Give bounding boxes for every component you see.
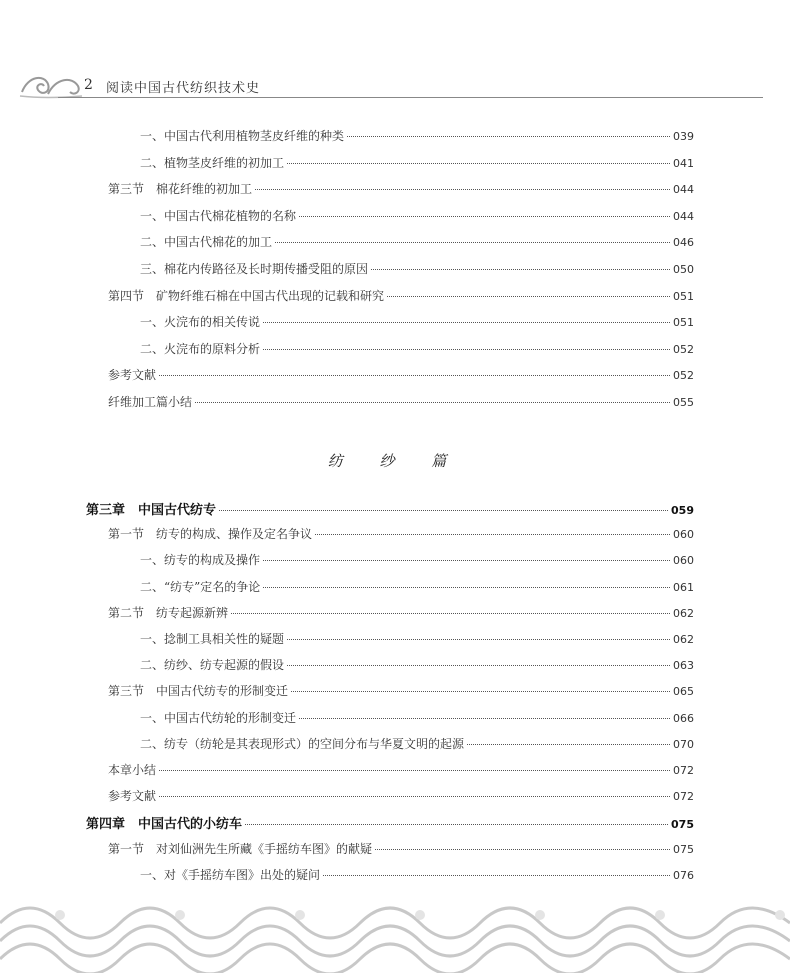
toc-entry-title: 第一节 纺专的构成、操作及定名争议 [108,527,313,542]
toc-entry-title: 一、纺专的构成及操作 [140,553,261,568]
toc-entry-title: 一、中国古代利用植物茎皮纤维的种类 [140,129,345,143]
dot-leader [263,587,670,588]
dot-leader [467,744,670,745]
toc-entry-item [140,735,694,753]
toc-entry-page: 051 [673,289,694,303]
toc-entry-page: 061 [673,580,694,594]
wave-pattern-icon [0,893,790,973]
toc-entry-page: 066 [673,711,694,725]
toc-entry-item [140,313,694,331]
toc-entry-page: 052 [673,342,694,356]
toc-entry-page: 052 [673,369,694,383]
toc-entry-title: 二、“纺专”定名的争论 [140,579,261,594]
toc-entry-page: 072 [673,790,694,804]
dot-leader [159,796,670,797]
toc-entry-page: 062 [673,606,694,620]
part-heading: 纺 纱 篇 [327,452,463,470]
dot-leader [275,242,670,243]
toc-entry-page: 076 [673,868,694,882]
dot-leader [291,691,670,692]
toc-entry-title: 第三节 棉花纤维的初加工 [108,182,253,197]
dot-leader [195,402,670,403]
toc-entry-title: 一、捻制工具相关性的疑题 [140,632,285,646]
toc-entry-page: 044 [673,209,694,223]
toc-entry-section [108,761,694,779]
toc-entry-page: 050 [673,263,694,276]
toc-entry-page: 051 [673,316,694,330]
toc-entry-item [140,578,694,596]
toc-entry-page: 075 [671,818,694,832]
toc-entry-section [108,525,694,543]
toc-entry-section [108,787,694,805]
toc-entry-section [108,604,694,622]
toc-entry-item [140,233,694,251]
dot-leader [371,269,670,270]
toc-entry-page: 044 [673,183,694,197]
toc-entry-section [108,287,694,305]
book-title: 阅读中国古代纺织技术史 [106,81,261,96]
toc-entry-page: 065 [673,685,694,699]
toc-entry-item [140,154,694,172]
dot-leader [387,296,670,297]
toc-entry-item [140,207,694,225]
toc-entry-item [140,866,694,884]
toc-entry-title: 纤维加工篇小结 [108,395,193,409]
toc-entry-title: 一、火浣布的相关传说 [140,315,261,330]
toc-entry-section [108,840,694,858]
toc-entry-title: 二、火浣布的原料分析 [140,341,261,356]
toc-entry-page: 060 [673,528,694,542]
dot-leader [263,349,670,350]
toc-entry-page: 055 [673,396,694,409]
dot-leader [315,534,670,535]
toc-entry-title: 第三节 中国古代纺专的形制变迁 [108,684,289,699]
dot-leader [219,510,668,511]
toc-entry-page: 072 [673,764,694,777]
toc-entry-title: 第四章 中国古代的小纺车 [86,817,243,833]
toc-entry-title: 一、中国古代棉花植物的名称 [140,208,297,223]
toc-entry-title: 参考文献 [108,368,157,383]
toc-entry-title: 第二节 纺专起源新辨 [108,605,229,620]
dot-leader [287,163,670,164]
toc-entry-page: 046 [673,236,694,250]
toc-entry-page: 070 [673,737,694,751]
toc-entry-title: 第一节 对刘仙洲先生所藏《手摇纺车图》的献疑 [108,841,373,856]
toc-entry-item [140,656,694,674]
toc-entry-section [108,682,694,700]
dot-leader [323,875,670,876]
toc-entry-section [108,180,694,198]
toc-entry-page: 059 [671,504,694,517]
toc-entry-item [140,340,694,358]
dot-leader [287,639,670,640]
toc-entry-page: 039 [673,130,694,143]
dot-leader [159,375,670,376]
toc-entry-item [140,127,694,145]
dot-leader [299,718,670,719]
dot-leader [287,665,670,666]
page-number: 2 [84,77,93,93]
toc-entry-chapter [86,499,694,517]
toc-entry-title: 二、纺纱、纺专起源的假设 [140,658,285,673]
toc-entry-title: 参考文献 [108,789,157,804]
toc-entry-item [140,551,694,569]
toc-entry-title: 第四节 矿物纤维石棉在中国古代出现的记载和研究 [108,288,385,303]
toc-entry-item [140,630,694,648]
toc-entry-chapter [86,813,694,831]
toc-entry-page: 041 [673,156,694,170]
dot-leader [263,560,670,561]
dot-leader [159,770,670,771]
toc-entry-item [140,260,694,278]
toc-entry-title: 第三章 中国古代纺专 [86,503,217,518]
toc-entry-title: 一、中国古代纺轮的形制变迁 [140,710,297,725]
toc-entry-item [140,709,694,727]
dot-leader [231,613,670,614]
header-rule [58,97,763,98]
dot-leader [255,189,670,190]
toc-entry-title: 二、植物茎皮纤维的初加工 [140,155,285,170]
toc-entry-section [108,366,694,384]
dot-leader [347,136,670,137]
toc-entry-title: 三、棉花内传路径及长时期传播受阻的原因 [140,262,369,276]
toc-entry-page: 075 [673,842,694,856]
dot-leader [245,824,668,825]
toc-entry-title: 二、中国古代棉花的加工 [140,235,273,250]
toc-entry-title: 一、对《手摇纺车图》出处的疑问 [140,867,321,882]
dot-leader [299,216,670,217]
toc-entry-page: 060 [673,554,694,568]
dot-leader [375,849,670,850]
toc-entry-title: 本章小结 [108,763,157,777]
dot-leader [263,322,670,323]
toc-entry-title: 二、纺专（纺轮是其表现形式）的空间分布与华夏文明的起源 [140,736,465,751]
toc-entry-part [108,393,694,411]
running-header [0,68,790,104]
toc-entry-page: 063 [673,659,694,673]
toc-entry-page: 062 [673,633,694,646]
